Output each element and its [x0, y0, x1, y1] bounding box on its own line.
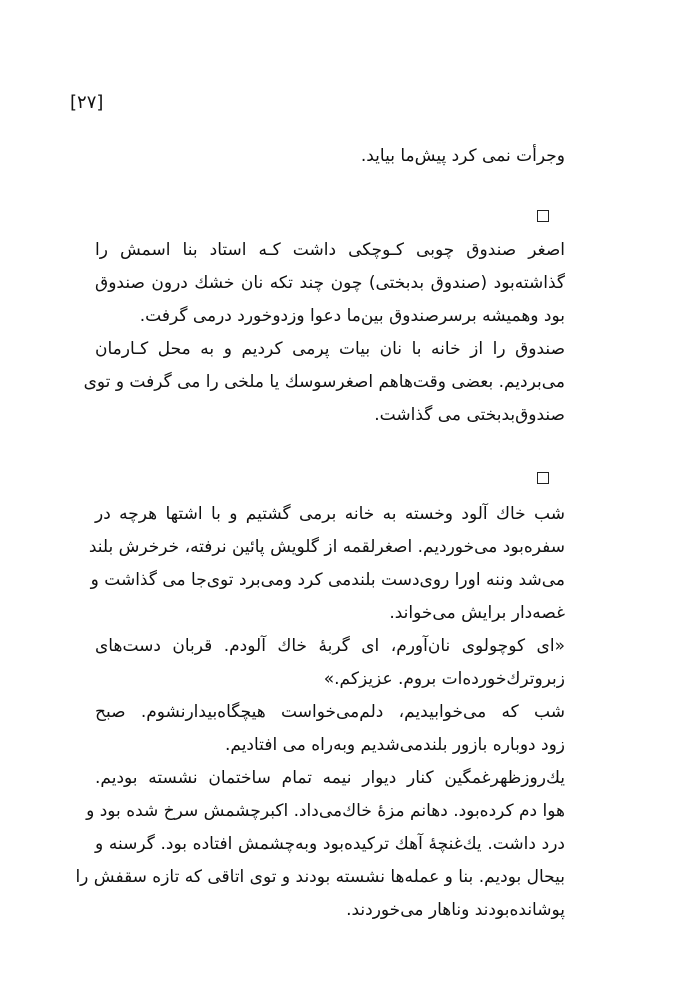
text-line: یك‌روزظهرغمگین کنار دیوار نیمه تمام ساختمان نشسته بودیم.	[95, 768, 565, 788]
text-line: هوا دم کرده‌بود. دهانم مزهٔ خاك‌می‌داد. اکبرچشمش سرخ شده بود و	[86, 801, 565, 821]
text-line: شب خاك آلود وخسته به خانه برمی گشتیم و با اشتها هرچه در	[95, 504, 565, 524]
text-line: صندوق‌بدبختی می گذاشت.	[374, 405, 565, 425]
section-marker-2	[537, 472, 549, 484]
text-line: می‌شد وننه اورا روی‌دست بلندمی کرد ومی‌برد توی‌جا می گذاشت و	[90, 570, 565, 590]
text-line: «ای کوچولوی نان‌آورم، ای گربهٔ خاك آلودم. قربان دست‌های	[95, 636, 565, 656]
text-line: غصه‌دار برایش می‌خواند.	[389, 603, 565, 623]
text-line: گذاشته‌بود (صندوق بدبختی) چون چند تکه نان خشك درون صندوق	[95, 273, 565, 293]
section-marker-1	[537, 210, 549, 222]
text-line: شب که می‌خوابیدیم، دلم‌می‌خواست هیچگاه‌بیدارنشوم. صبح	[95, 702, 565, 722]
text-line: سفره‌بود می‌خوردیم. اصغرلقمه از گلویش پائین نرفته، خرخرش بلند	[88, 537, 565, 557]
text-line: پوشانده‌بودند وناهار می‌خوردند.	[346, 900, 565, 920]
text-line: وجرأت نمی کرد پیش‌ما بیاید.	[360, 146, 565, 166]
text-line: می‌بردیم. بعضی وقت‌هاهم اصغرسوسك یا ملخی را می گرفت و توی	[83, 372, 565, 392]
text-line: اصغر صندوق چوبی کـوچکی داشت کـه استاد بنا اسمش را	[95, 240, 565, 260]
opening-paragraph	[95, 140, 565, 173]
text-line: زبروترك‌خورده‌ات بروم. عزیزکم.»	[323, 669, 565, 689]
page-number: [۲۷]	[70, 92, 104, 113]
text-line: صندوق را از خانه با نان بیات پرمی کردیم و به محل کـارمان	[95, 339, 565, 359]
section-2-text	[75, 498, 565, 927]
text-line: زود دوباره بازور بلندمی‌شدیم وبه‌راه می افتادیم.	[224, 735, 565, 755]
text-line: درد داشت. یك‌غنچهٔ آهك ترکیده‌بود وبه‌چشمش افتاده بود. گرسنه و	[95, 834, 565, 854]
section-1-text	[83, 234, 565, 432]
text-line: بود وهمیشه برسرصندوق بین‌ما دعوا وزدوخورد درمی گرفت.	[139, 306, 565, 326]
text-line: بیحال بودیم. بنا و عمله‌ها نشسته بودند و توی اتاقی که تازه سقفش را	[75, 867, 565, 887]
